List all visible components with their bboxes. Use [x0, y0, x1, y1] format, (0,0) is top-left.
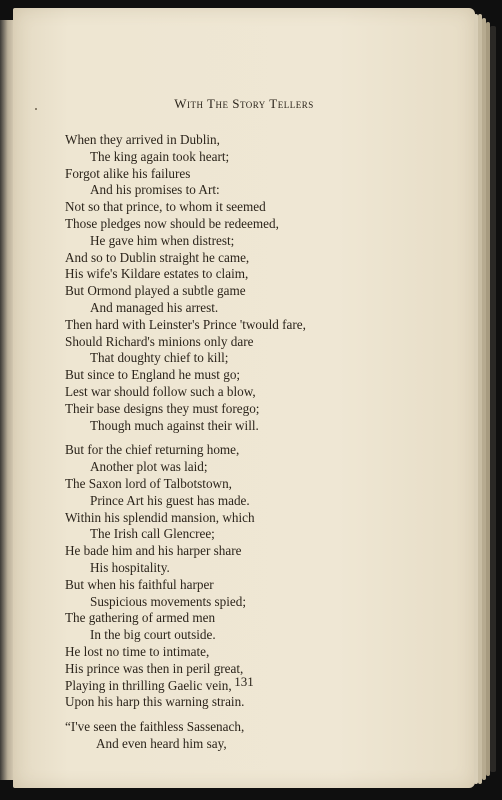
- poem-line: His prince was then in peril great,: [65, 660, 244, 676]
- poem-line: When they arrived in Dublin,: [65, 132, 220, 147]
- poem-line: Should Richard's minions only dare: [65, 333, 254, 349]
- left-page-edge: [0, 20, 14, 780]
- poem-line: He bade him and his harper share: [65, 543, 242, 559]
- poem-line: The Saxon lord of Talbotstown,: [65, 475, 232, 491]
- poem-body: [65, 132, 465, 761]
- page-content: [13, 8, 475, 788]
- stanza: [65, 132, 465, 434]
- poem-line: Though much against their will.: [90, 417, 259, 433]
- poem-line: The king again took heart;: [90, 148, 230, 164]
- poem-line: That doughty chief to kill;: [90, 350, 229, 366]
- page-number: 131: [234, 674, 254, 689]
- poem-line: And his promises to Art:: [90, 182, 220, 198]
- poem-line: His hospitality.: [90, 559, 170, 575]
- poem-line: Within his splendid mansion, which: [65, 509, 255, 525]
- poem-line: The gathering of armed men: [65, 610, 216, 626]
- poem-line: In the big court outside.: [90, 627, 216, 643]
- poem-line: Not so that prince, to whom it seemed: [65, 199, 266, 215]
- poem-line: Those pledges now should be redeemed,: [65, 215, 279, 231]
- poem-line: Suspicious movements spied;: [90, 593, 247, 609]
- book-page: [13, 8, 475, 788]
- poem-line: “I've seen the faithless Sassenach,: [65, 719, 245, 735]
- poem-line: The Irish call Glencree;: [90, 526, 215, 542]
- poem-line: But for the chief returning home,: [65, 442, 240, 458]
- poem-line: But since to England he must go;: [65, 367, 241, 383]
- poem-line: Upon his harp this warning strain.: [65, 694, 245, 710]
- poem-line: Their base designs they must forego;: [65, 400, 260, 416]
- book-cover-edge: [490, 26, 496, 772]
- poem-line: But Ormond played a subtle game: [65, 283, 246, 299]
- stanza: [65, 442, 465, 711]
- poem-line: But when his faithful harper: [65, 576, 214, 592]
- poem-line: He gave him when distrest;: [90, 232, 235, 248]
- stanza: [65, 719, 465, 753]
- running-head: With The Story Tellers: [174, 96, 314, 111]
- poem-line: Forgot alike his failures: [65, 165, 191, 181]
- poem-line: And so to Dublin straight he came,: [65, 249, 250, 265]
- poem-line: Playing in thrilling Gaelic vein,: [65, 677, 232, 693]
- poem-line: He lost no time to intimate,: [65, 643, 210, 659]
- poem-line: Prince Art his guest has made.: [90, 492, 250, 508]
- poem-line: Lest war should follow such a blow,: [65, 383, 256, 399]
- poem-line: Then hard with Leinster's Prince 'twould fare,: [65, 316, 306, 332]
- poem-line: Another plot was laid;: [90, 459, 208, 475]
- poem-line: And managed his arrest.: [90, 299, 219, 315]
- poem-line: His wife's Kildare estates to claim,: [65, 266, 249, 282]
- poem-line: And even heard him say,: [96, 735, 227, 751]
